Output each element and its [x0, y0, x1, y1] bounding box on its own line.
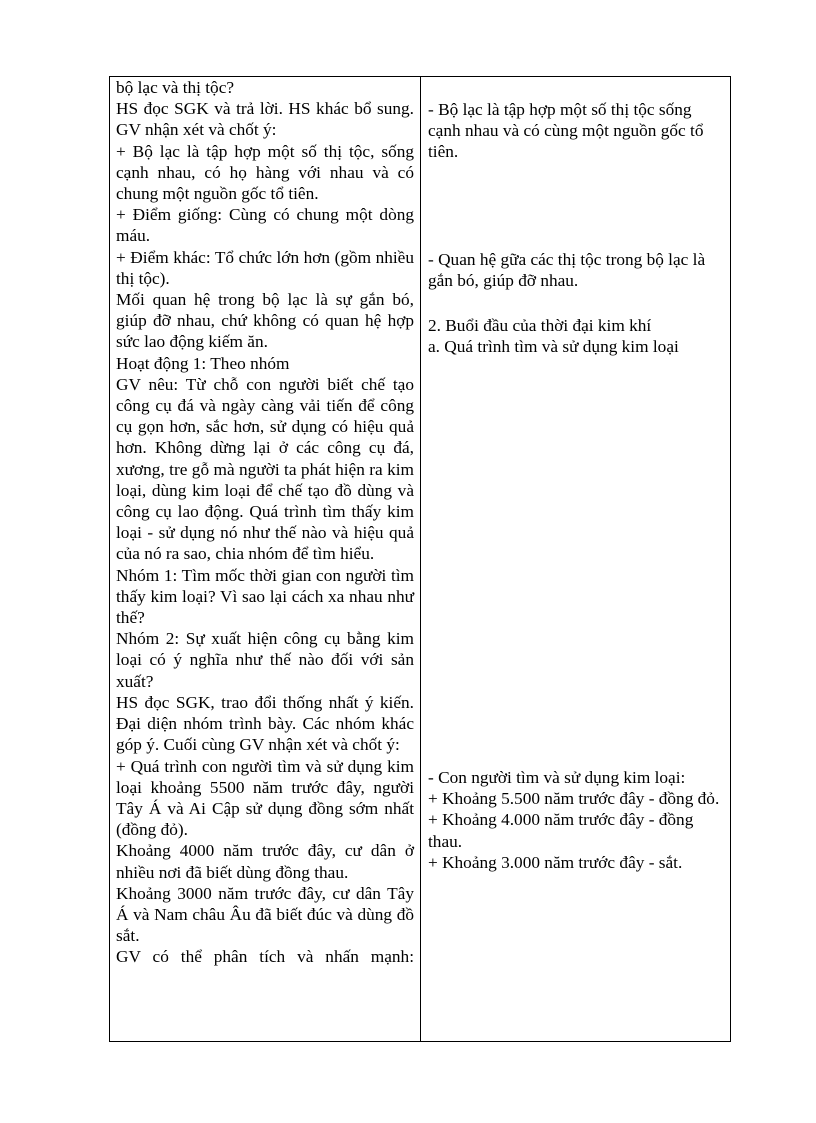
- paragraph: - Con người tìm và sử dụng kim loại:: [428, 768, 686, 787]
- paragraph: Khoảng 4000 năm trước đây, cư dân ở nhiều nơi đã biết dùng đồng thau.: [116, 841, 414, 882]
- paragraph: - Bộ lạc là tập hợp một số thị tộc sống cạnh nhau và có cùng một nguồn gốc tổ tiên.: [428, 100, 704, 162]
- paragraph: + Điểm khác: Tổ chức lớn hơn (gồm nhiều thị tộc).: [116, 247, 414, 288]
- subsection-heading: a. Quá trình tìm và sử dụng kim loại: [428, 337, 679, 357]
- paragraph: HS đọc SGK và trả lời. HS khác bổ sung. GV nhận xét và chốt ý:: [116, 99, 414, 140]
- paragraph: bộ lạc và thị tộc?: [116, 78, 235, 97]
- content-block-quan-he: [428, 249, 724, 291]
- paragraph: + Quá trình con người tìm và sử dụng kim loại khoảng 5500 năm trước đây, người Tây Á và Ai Cập sử dụng đồng sớm nhất (đồng đỏ).: [116, 756, 414, 840]
- paragraph: + Khoảng 5.500 năm trước đây - đồng đỏ.: [428, 789, 720, 809]
- lesson-table: [109, 76, 731, 1042]
- activity-heading: Hoạt động 1: Theo nhóm: [116, 353, 290, 373]
- content-block-bo-lac: [428, 99, 724, 163]
- paragraph: HS đọc SGK, trao đổi thống nhất ý kiến. Đại diện nhóm trình bày. Các nhóm khác góp ý. Cuối cùng GV nhận xét và chốt ý:: [116, 692, 414, 755]
- paragraph: + Bộ lạc là tập hợp một số thị tộc, sống cạnh nhau, có họ hàng với nhau và có chung một nguồn gốc tổ tiên.: [116, 141, 414, 204]
- paragraph: Nhóm 2: Sự xuất hiện công cụ bằng kim loại có ý nghĩa như thế nào đối với sản xuất?: [116, 629, 414, 691]
- paragraph: GV nêu: Từ chỗ con người biết chế tạo công cụ đá và ngày càng vải tiến để công cụ gọn hơn, sắc hơn, sử dụng có hiệu quả hơn. Không dừng lại ở các công cụ đá, xương, tre gỗ mà người ta phát hiện ra kim loại, dùng kim loại để chế tạo đồ dùng và công cụ lao động. Quá trình tìm thấy kim loại - sử dụng nó như thế nào và hiệu quả của nó ra sao, chia nhóm để tìm hiểu.: [116, 374, 414, 564]
- section-heading: 2. Buổi đầu của thời đại kim khí: [428, 316, 652, 335]
- paragraph: Nhóm 1: Tìm mốc thời gian con người tìm thấy kim loại? Vì sao lại cách xa nhau như thế?: [116, 565, 414, 628]
- paragraph: - Quan hệ gữa các thị tộc trong bộ lạc là gắn bó, giúp đỡ nhau.: [428, 250, 706, 291]
- paragraph: GV có thể phân tích và nhấn mạnh:: [116, 947, 414, 967]
- paragraph: + Điểm giống: Cùng có chung một dòng máu.: [116, 205, 414, 246]
- paragraph: + Khoảng 4.000 năm trước đây - đồng thau.: [428, 810, 694, 851]
- content-block-kim-loai: [428, 767, 724, 873]
- key-content-column: [421, 77, 730, 1041]
- paragraph: Mối quan hệ trong bộ lạc là sự gắn bó, giúp đỡ nhau, chứ không có quan hệ hợp sức lao động kiếm ăn.: [116, 290, 414, 352]
- paragraph: Khoảng 3000 năm trước đây, cư dân Tây Á và Nam châu Âu đã biết đúc và dùng đồ sắt.: [116, 883, 414, 946]
- teacher-student-activities-column: [110, 77, 421, 1041]
- content-block-kim-khi: [428, 315, 724, 357]
- paragraph: + Khoảng 3.000 năm trước đây - sắt.: [428, 852, 683, 872]
